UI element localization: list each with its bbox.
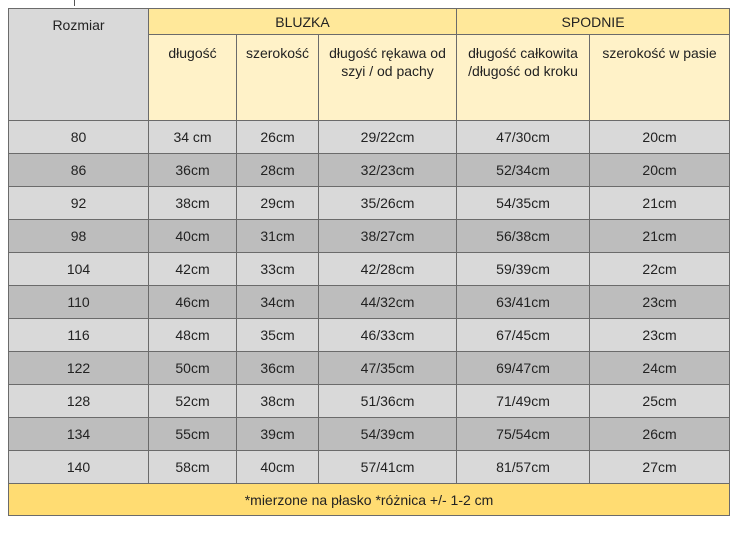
size-cell: 80 xyxy=(9,121,149,154)
waist-width-cell: 25cm xyxy=(590,385,730,418)
table-row xyxy=(9,451,730,484)
blouse-length-cell: 52cm xyxy=(149,385,237,418)
blouse-width-cell: 31cm xyxy=(237,220,319,253)
blouse-width-cell: 33cm xyxy=(237,253,319,286)
trousers-length-cell: 56/38cm xyxy=(457,220,590,253)
trousers-length-cell: 47/30cm xyxy=(457,121,590,154)
blouse-width-header: szerokość xyxy=(237,35,319,121)
blouse-length-cell: 50cm xyxy=(149,352,237,385)
trousers-length-cell: 52/34cm xyxy=(457,154,590,187)
blouse-length-cell: 38cm xyxy=(149,187,237,220)
blouse-length-cell: 55cm xyxy=(149,418,237,451)
top-edge-mark xyxy=(74,0,75,6)
sleeve-length-cell: 47/35cm xyxy=(319,352,457,385)
blouse-length-cell: 36cm xyxy=(149,154,237,187)
table-row xyxy=(9,418,730,451)
size-cell: 122 xyxy=(9,352,149,385)
waist-width-cell: 20cm xyxy=(590,154,730,187)
blouse-length-cell: 46cm xyxy=(149,286,237,319)
size-cell: 104 xyxy=(9,253,149,286)
sleeve-length-cell: 51/36cm xyxy=(319,385,457,418)
table-row xyxy=(9,154,730,187)
blouse-width-cell: 29cm xyxy=(237,187,319,220)
size-cell: 128 xyxy=(9,385,149,418)
blouse-length-cell: 48cm xyxy=(149,319,237,352)
footer-note: *mierzone na płasko *różnica +/- 1-2 cm xyxy=(9,484,730,516)
blouse-length-header: długość xyxy=(149,35,237,121)
trousers-length-header: długość całkowita /długość od kroku xyxy=(457,35,590,121)
footer-row xyxy=(9,484,730,516)
size-cell: 140 xyxy=(9,451,149,484)
table-row xyxy=(9,319,730,352)
sleeve-length-cell: 35/26cm xyxy=(319,187,457,220)
sleeve-length-cell: 38/27cm xyxy=(319,220,457,253)
group-header-row xyxy=(9,9,730,35)
sleeve-length-cell: 32/23cm xyxy=(319,154,457,187)
waist-width-cell: 20cm xyxy=(590,121,730,154)
waist-width-cell: 26cm xyxy=(590,418,730,451)
size-cell: 92 xyxy=(9,187,149,220)
table-row xyxy=(9,253,730,286)
sleeve-length-cell: 44/32cm xyxy=(319,286,457,319)
table-row xyxy=(9,352,730,385)
size-cell: 98 xyxy=(9,220,149,253)
trousers-length-cell: 54/35cm xyxy=(457,187,590,220)
sleeve-length-cell: 57/41cm xyxy=(319,451,457,484)
sleeve-length-cell: 54/39cm xyxy=(319,418,457,451)
table-row xyxy=(9,187,730,220)
blouse-width-cell: 39cm xyxy=(237,418,319,451)
sleeve-length-cell: 29/22cm xyxy=(319,121,457,154)
sleeve-length-header: długość rękawa od szyi / od pachy xyxy=(319,35,457,121)
table-row xyxy=(9,385,730,418)
trousers-length-cell: 67/45cm xyxy=(457,319,590,352)
trousers-length-cell: 59/39cm xyxy=(457,253,590,286)
waist-width-cell: 22cm xyxy=(590,253,730,286)
table-row xyxy=(9,286,730,319)
table-row xyxy=(9,121,730,154)
sleeve-length-cell: 42/28cm xyxy=(319,253,457,286)
blouse-width-cell: 35cm xyxy=(237,319,319,352)
size-cell: 134 xyxy=(9,418,149,451)
blouse-length-cell: 40cm xyxy=(149,220,237,253)
trousers-length-cell: 75/54cm xyxy=(457,418,590,451)
blouse-group-header: BLUZKA xyxy=(149,9,457,35)
sleeve-length-cell: 46/33cm xyxy=(319,319,457,352)
blouse-width-cell: 34cm xyxy=(237,286,319,319)
size-cell: 110 xyxy=(9,286,149,319)
blouse-width-cell: 38cm xyxy=(237,385,319,418)
waist-width-cell: 27cm xyxy=(590,451,730,484)
waist-width-cell: 21cm xyxy=(590,187,730,220)
trousers-group-header: SPODNIE xyxy=(457,9,730,35)
size-chart-table xyxy=(8,8,730,516)
waist-width-cell: 21cm xyxy=(590,220,730,253)
size-column-header: Rozmiar xyxy=(9,9,149,121)
trousers-length-cell: 81/57cm xyxy=(457,451,590,484)
trousers-length-cell: 63/41cm xyxy=(457,286,590,319)
trousers-length-cell: 71/49cm xyxy=(457,385,590,418)
waist-width-cell: 23cm xyxy=(590,319,730,352)
blouse-length-cell: 34 cm xyxy=(149,121,237,154)
blouse-width-cell: 28cm xyxy=(237,154,319,187)
size-cell: 86 xyxy=(9,154,149,187)
blouse-width-cell: 26cm xyxy=(237,121,319,154)
waist-width-cell: 23cm xyxy=(590,286,730,319)
trousers-length-cell: 69/47cm xyxy=(457,352,590,385)
waist-width-header: szerokość w pasie xyxy=(590,35,730,121)
blouse-length-cell: 58cm xyxy=(149,451,237,484)
table-row xyxy=(9,220,730,253)
blouse-width-cell: 36cm xyxy=(237,352,319,385)
waist-width-cell: 24cm xyxy=(590,352,730,385)
blouse-width-cell: 40cm xyxy=(237,451,319,484)
size-cell: 116 xyxy=(9,319,149,352)
blouse-length-cell: 42cm xyxy=(149,253,237,286)
